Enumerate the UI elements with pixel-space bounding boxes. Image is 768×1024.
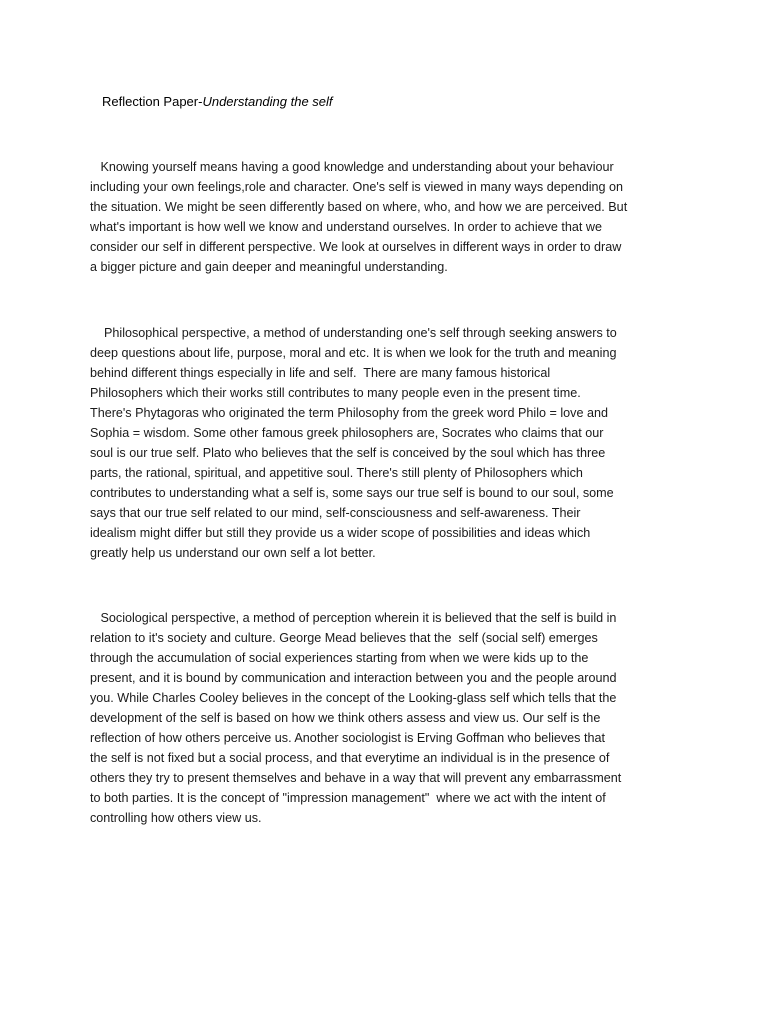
paragraph-line: soul is our true self. Plato who believes that the self is conceived by the soul which has three [90,446,606,460]
paragraph-line: Philosophers which their works still contributes to many people even in the present time. [90,386,581,400]
paragraph-line: including your own feelings,role and character. One's self is viewed in many ways depending on [90,180,624,194]
paragraph-line: the self is not fixed but a social process, and that everytime an individual is in the presence of [90,751,610,765]
paragraph-line: others they try to present themselves and behave in a way that will prevent any embarrassment [90,771,622,785]
paragraph-line: controlling how others view us. [90,811,262,825]
paragraph-philosophical-perspective [90,323,680,563]
document-title [102,94,333,109]
paragraph-line: Sophia = wisdom. Some other famous greek philosophers are, Socrates who claims that our [90,426,604,440]
paragraph-line: Philosophical perspective, a method of understanding one's self through seeking answers to [90,326,617,340]
paragraph-line: contributes to understanding what a self is, some says our true self is bound to our soul, some [90,486,614,500]
paragraph-line: says that our true self related to our mind, self-consciousness and self-awareness. Their [90,506,581,520]
paragraph-line: a bigger picture and gain deeper and meaningful understanding. [90,260,448,274]
paragraph-line: relation to it's society and culture. George Mead believes that the self (social self) emerges [90,631,598,645]
paragraph-line: Knowing yourself means having a good knowledge and understanding about your behaviour [90,160,614,174]
title-subtitle: Understanding the self [202,94,333,109]
paragraph-line: consider our self in different perspective. We look at ourselves in different ways in order to draw [90,240,622,254]
paragraph-introduction [90,157,680,277]
paragraph-line: to both parties. It is the concept of "impression management" where we act with the intent of [90,791,606,805]
paragraph-sociological-perspective [90,608,680,828]
title-prefix: Reflection Paper- [102,94,203,109]
paragraph-line: There's Phytagoras who originated the term Philosophy from the greek word Philo = love and [90,406,608,420]
paragraph-line: behind different things especially in life and self. There are many famous historical [90,366,551,380]
paragraph-line: greatly help us understand our own self a lot better. [90,546,376,560]
paragraph-line: what's important is how well we know and understand ourselves. In order to achieve that we [90,220,603,234]
paragraph-line: the situation. We might be seen differently based on where, who, and how we are perceived. But [90,200,628,214]
paragraph-line: reflection of how others perceive us. Another sociologist is Erving Goffman who believes that [90,731,605,745]
paragraph-line: Sociological perspective, a method of perception wherein it is believed that the self is build in [90,611,617,625]
paragraph-line: through the accumulation of social experiences starting from when we were kids up to the [90,651,589,665]
paragraph-line: present, and it is bound by communication and interaction between you and the people around [90,671,617,685]
paragraph-line: deep questions about life, purpose, moral and etc. It is when we look for the truth and meaning [90,346,617,360]
paragraph-line: development of the self is based on how we think others assess and view us. Our self is the [90,711,601,725]
paragraph-line: you. While Charles Cooley believes in the concept of the Looking-glass self which tells that the [90,691,617,705]
paragraph-line: parts, the rational, spiritual, and appetitive soul. There's still plenty of Philosophers which [90,466,583,480]
paragraph-line: idealism might differ but still they provide us a wider scope of possibilities and ideas which [90,526,591,540]
